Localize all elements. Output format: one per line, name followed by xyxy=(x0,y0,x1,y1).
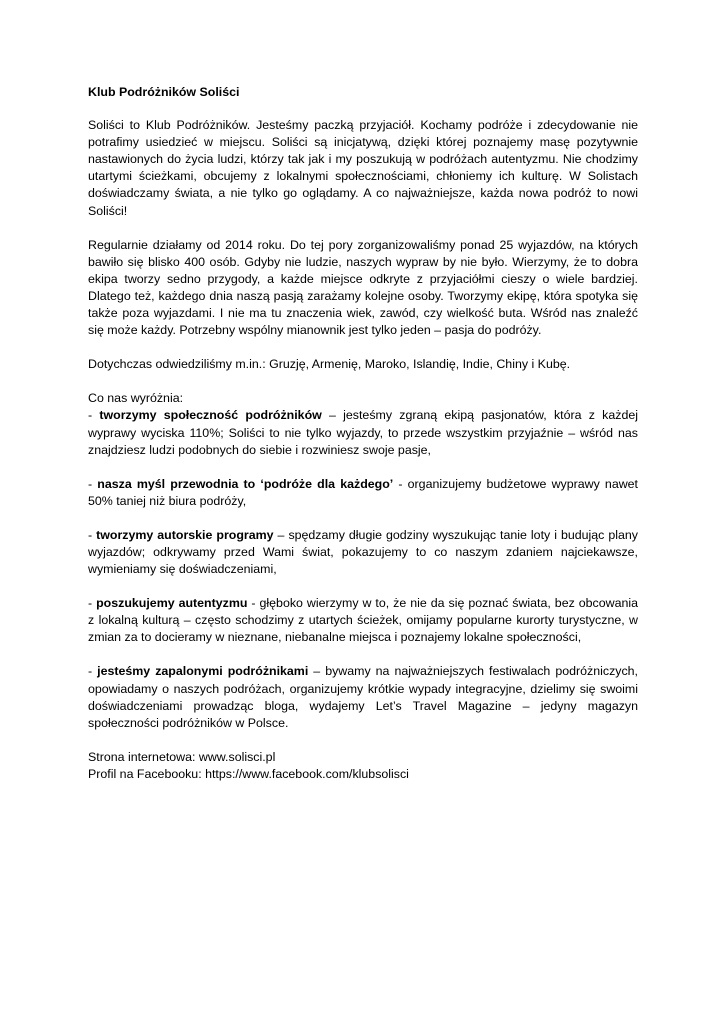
list-item xyxy=(88,663,638,731)
facebook-link[interactable]: Profil na Facebooku: https://www.facebook.com/klubsolisci xyxy=(88,766,409,781)
list-item-prefix: - xyxy=(88,664,98,679)
list-item-prefix: - xyxy=(88,596,97,611)
list-intro: Co nas wyróżnia: xyxy=(88,391,184,406)
intro-paragraph: Soliści to Klub Podróżników. Jesteśmy paczką przyjaciół. Kochamy podróże i zdecydowanie nie potrafimy usiedzieć w miejscu. Soliści są inicjatywą, dzięki której poznajemy masę pozytywnie nastawionych do życia ludzi, którzy tak jak i my poszukują w podróżach autentyzmu. Nie chodzimy utartymi ścieżkami, obcujemy z lokalnymi społecznościami, chłoniemy ich kulturę. W Solistach doświadczamy świata, a nie tylko go oglądamy. A co najważniejsze, każda nowa podróż to nowi Soliści! xyxy=(88,118,638,218)
list-item-text: – jesteśmy zgraną ekipą pasjonatów, która z każdej wyprawy wyciska 110%; Soliści to nie tylko wyjazdy, to przede wszystkim przyjaźnie – wśród nas znajdziesz ludzi podobnych do siebie i rozwiniesz swoje pasje, xyxy=(88,408,638,457)
document-title: Klub Podróżników Soliści xyxy=(88,85,240,99)
contact-links xyxy=(88,749,638,783)
list-item-bold: tworzymy społeczność podróżników xyxy=(99,408,322,423)
list-item xyxy=(88,527,638,578)
list-item-bold: poszukujemy autentyzmu xyxy=(96,596,248,611)
history-paragraph: Regularnie działamy od 2014 roku. Do tej pory zorganizowaliśmy ponad 25 wyjazdów, na których bawiło się blisko 400 osób. Gdyby nie ludzie, naszych wypraw by nie było. Wierzymy, że to dobra ekipa tworzy sedno przygody, a każde miejsce odkryte z przyjaciółmi cieszy o wiele bardziej. Dlatego też, każdego dnia naszą pasją zarażamy kolejne osoby. Tworzymy ekipę, która spotyka się także poza wyjazdami. I nie ma tu znaczenia wiek, zawód, czy wielkość buta. Wśród nas znaleźć się może każdy. Potrzebny wspólny mianownik jest tylko jeden – pasja do podróży. xyxy=(88,237,638,338)
list-item-bold: jesteśmy zapalonymi podróżnikami xyxy=(97,664,309,679)
list-item xyxy=(88,595,638,646)
list-item-text: - głęboko wierzymy w to, że nie da się poznać świata, bez obcowania z lokalną kulturą – często schodzimy z utartych ścieżek, omijamy popularne kurorty turystyczne, w zmian za to docieramy w nieznane, niebanalne miejsca i poznajemy lokalne społeczności, xyxy=(88,596,638,645)
list-item-prefix: - xyxy=(88,476,98,491)
list-item-text: – spędzamy długie godziny wyszukując tanie loty i budując plany wyjazdów; odkrywamy przed Wami świat, pokazujemy to co naszym zdaniem najciekawsze, wymieniamy się doświadczeniami, xyxy=(88,527,638,577)
list-item-text: – bywamy na najważniejszych festiwalach podróżniczych, opowiadamy o naszych podróżach, organizujemy krótkie wypady integracyjne, dzielimy się swoimi doświadczeniami prowadząc bloga, wydajemy Let’s Travel Magazine – jedyny magazyn społeczności podróżników w Polsce. xyxy=(88,664,638,730)
list-item xyxy=(88,407,638,458)
list-item-bold: nasza myśl przewodnia to ‘podróże dla każdego’ xyxy=(97,476,394,491)
destinations-paragraph: Dotychczas odwiedziliśmy m.in.: Gruzję, Armenię, Maroko, Islandię, Indie, Chiny i Kubę. xyxy=(88,357,571,372)
website-link[interactable]: Strona internetowa: www.solisci.pl xyxy=(88,749,276,764)
list-item-text: - organizujemy budżetowe wyprawy nawet 50% taniej niż biura podróży, xyxy=(88,476,638,508)
document-page xyxy=(88,84,638,783)
list-item xyxy=(88,476,638,510)
list-item-prefix: - xyxy=(88,527,97,542)
list-item-bold: tworzymy autorskie programy xyxy=(96,527,274,542)
list-item-prefix: - xyxy=(88,408,100,423)
